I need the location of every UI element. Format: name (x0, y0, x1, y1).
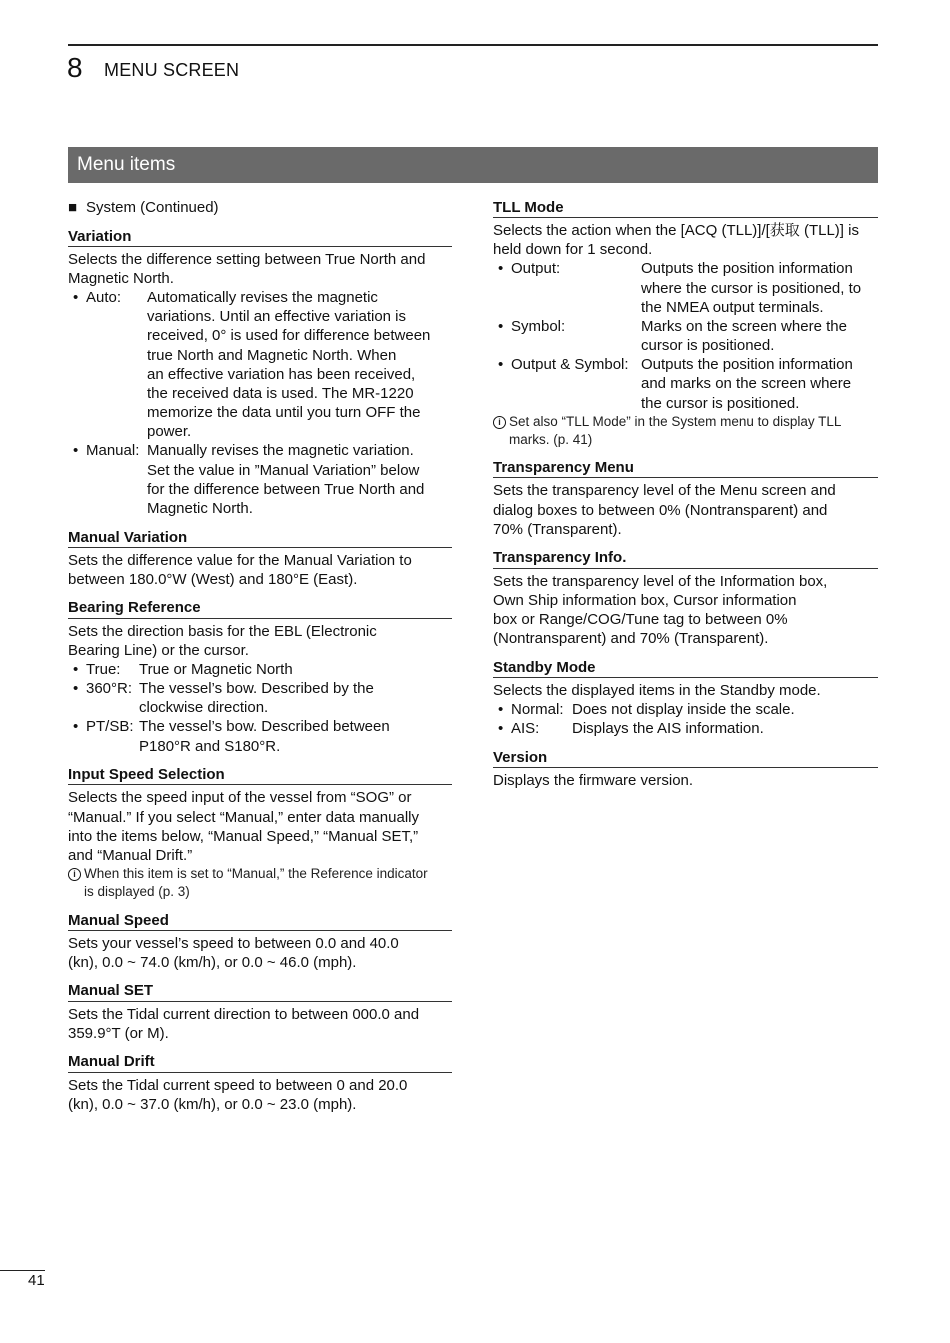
text-line: the received data is used. The MR-1220 (147, 384, 414, 402)
text-line: Bearing Line) or the cursor. (68, 641, 249, 659)
note-text (84, 865, 428, 901)
text-line: (kn), 0.0 ~ 74.0 (km/h), or 0.0 ~ 46.0 (mph). (68, 953, 357, 971)
standby-mode-list-item (493, 719, 878, 738)
text-line: Own Ship information box, Cursor information (493, 591, 797, 609)
text-line: Displays the AIS information. (572, 720, 764, 738)
text-line: Displays the firmware version. (493, 771, 694, 789)
text-line: (Nontransparent) and 70% (Transparent). (493, 629, 769, 647)
note-text (509, 413, 841, 449)
standby-mode-item-description (572, 719, 878, 738)
manual-variation-description (68, 551, 452, 589)
variation-list (68, 288, 452, 518)
note-line: Set also “TLL Mode” in the System menu to display TLL (509, 413, 842, 429)
text-line: Sets the Tidal current speed to between 0 and 20.0 (68, 1076, 408, 1094)
standby-mode-description (493, 681, 878, 700)
text-line: for the difference between True North and (147, 480, 425, 498)
text-line: Sets your vessel’s speed to between 0.0 and 40.0 (68, 934, 399, 952)
text-line: (kn), 0.0 ~ 37.0 (km/h), or 0.0 ~ 23.0 (mph). (68, 1095, 357, 1113)
text-line: True or Magnetic North (139, 660, 293, 678)
transparency-info-description (493, 572, 878, 649)
subheading (68, 198, 452, 217)
standby-mode-list (493, 700, 878, 738)
info-icon (493, 413, 509, 431)
text-line: true North and Magnetic North. When (147, 346, 397, 364)
variation-item-description (147, 288, 452, 441)
variation-section (68, 227, 452, 518)
tll-mode-item-label: Output & Symbol: (511, 356, 629, 374)
page-number: 41 (28, 1272, 45, 1289)
standby-mode-heading: Standby Mode (493, 658, 878, 678)
tll-mode-list-item (493, 317, 878, 355)
bullet-icon: • (498, 700, 504, 718)
text-line: Selects the action when the [ACQ (TLL)]/[获取 (TLL)] is (493, 222, 859, 240)
text-line: an effective variation has been received, (147, 365, 416, 383)
manual-speed-section (68, 911, 452, 972)
text-line: Manually revises the magnetic variation. (147, 442, 414, 460)
text-line: Set the value in ”Manual Variation” below (147, 461, 420, 479)
tll-mode-description (493, 221, 878, 259)
note-line: is displayed (p. 3) (84, 884, 190, 899)
left-column (68, 198, 452, 1114)
transparency-menu-description (493, 481, 878, 538)
subheading-text: System (Continued) (86, 199, 219, 216)
input-speed-selection-heading: Input Speed Selection (68, 765, 452, 785)
text-line: The vessel’s bow. Described by the (139, 680, 374, 698)
bearing-reference-item-label: 360°R: (86, 680, 133, 698)
bullet-icon: • (498, 356, 504, 374)
bullet-icon: • (73, 680, 79, 698)
bearing-reference-list-item (68, 717, 452, 755)
text-line: the NMEA output terminals. (641, 298, 824, 316)
info-icon (68, 865, 84, 883)
text-line: Does not display inside the scale. (572, 700, 795, 718)
variation-item-description (147, 441, 452, 518)
bearing-reference-item-description (139, 679, 452, 717)
bullet-icon: • (73, 718, 79, 736)
chapter-title: MENU SCREEN (104, 60, 240, 80)
tll-mode-list (493, 259, 878, 412)
bearing-reference-item-label: PT/SB: (86, 718, 134, 736)
text-line: power. (147, 423, 192, 441)
text-line: Magnetic North. (147, 499, 253, 517)
tll-mode-item-label: Symbol: (511, 317, 566, 335)
banner-title: Menu items (77, 154, 176, 175)
text-line: The vessel’s bow. Described between (139, 718, 390, 736)
text-line: box or Range/COG/Tune tag to between 0% (493, 610, 788, 628)
text-line: held down for 1 second. (493, 241, 653, 259)
bullet-icon: • (73, 289, 79, 307)
tll-mode-item-description (641, 317, 878, 355)
manual-variation-heading: Manual Variation (68, 528, 452, 548)
version-section (493, 748, 878, 790)
note-line: When this item is set to “Manual,” the Reference indicator (84, 866, 428, 881)
text-line: dialog boxes to between 0% (Nontransparent) and (493, 501, 828, 519)
transparency-info-heading: Transparency Info. (493, 548, 878, 568)
transparency-menu-heading: Transparency Menu (493, 458, 878, 478)
text-line: cursor is positioned. (641, 337, 775, 355)
header-rule (68, 44, 878, 46)
manual-set-section (68, 981, 452, 1042)
tll-mode-list-item (493, 355, 878, 412)
bullet-icon: • (73, 442, 79, 460)
bullet-icon: • (498, 260, 504, 278)
input-speed-selection-description (68, 788, 452, 865)
bullet-icon: • (498, 720, 504, 738)
text-line: P180°R and S180°R. (139, 737, 281, 755)
bearing-reference-list-item (68, 660, 452, 679)
text-line: Selects the speed input of the vessel from “SOG” or (68, 789, 412, 807)
standby-mode-section (493, 658, 878, 739)
text-line: Sets the transparency level of the Information box, (493, 572, 828, 590)
note-line: marks. (p. 41) (509, 431, 593, 447)
text-line: between 180.0°W (West) and 180°E (East). (68, 570, 358, 588)
tll-mode-item-label: Output: (511, 260, 561, 278)
manual-set-description (68, 1005, 452, 1043)
text-line: 70% (Transparent). (493, 520, 622, 538)
text-line: 359.9°T (or M). (68, 1024, 169, 1042)
tll-mode-note (493, 413, 878, 449)
text-line: received, 0° is used for difference between (147, 327, 431, 345)
bearing-reference-item-description (139, 660, 452, 679)
right-column (493, 198, 878, 790)
text-line: clockwise direction. (139, 699, 269, 717)
bearing-reference-list (68, 660, 452, 756)
text-line: Marks on the screen where the (641, 317, 847, 335)
text-line: Automatically revises the magnetic (147, 289, 378, 307)
text-line: variations. Until an effective variation is (147, 308, 407, 326)
standby-mode-list-item (493, 700, 878, 719)
manual-speed-description (68, 934, 452, 972)
bullet-icon: • (73, 660, 79, 678)
tll-mode-heading: TLL Mode (493, 198, 878, 218)
bearing-reference-heading: Bearing Reference (68, 598, 452, 618)
tll-mode-list-item (493, 259, 878, 316)
text-line: Outputs the position information (641, 356, 853, 374)
standby-mode-item-description (572, 700, 878, 719)
text-line: memorize the data until you turn OFF the (147, 404, 421, 422)
tll-mode-item-description (641, 355, 878, 412)
text-line: Sets the Tidal current direction to between 000.0 and (68, 1005, 420, 1023)
standby-mode-item-label: AIS: (511, 720, 540, 738)
manual-set-heading: Manual SET (68, 981, 452, 1001)
section-banner (68, 147, 878, 183)
transparency-info-section (493, 548, 878, 648)
bullet-icon: • (498, 317, 504, 335)
variation-list-item (68, 288, 452, 441)
input-speed-selection-note (68, 865, 452, 901)
bearing-reference-item-label: True: (86, 660, 121, 678)
text-line: Outputs the position information (641, 260, 853, 278)
chapter-number: 8 (67, 52, 83, 83)
variation-description (68, 250, 452, 288)
text-line: Selects the displayed items in the Standby mode. (493, 681, 821, 699)
text-line: Sets the transparency level of the Menu screen and (493, 482, 836, 500)
bearing-reference-item-description (139, 717, 452, 755)
input-speed-selection-section (68, 765, 452, 901)
tll-mode-item-description (641, 259, 878, 316)
square-bullet-icon: ■ (68, 199, 78, 216)
text-line: into the items below, “Manual Speed,” “Manual SET,” (68, 827, 419, 845)
text-line: Selects the difference setting between True North and (68, 250, 426, 268)
version-heading: Version (493, 748, 878, 768)
text-line: Sets the direction basis for the EBL (Electronic (68, 622, 377, 640)
variation-item-label: Auto: (86, 289, 122, 307)
text-line: the cursor is positioned. (641, 394, 800, 412)
manual-drift-description (68, 1076, 452, 1114)
manual-drift-section (68, 1052, 452, 1113)
version-description (493, 771, 878, 790)
variation-item-label: Manual: (86, 442, 140, 460)
variation-heading: Variation (68, 227, 452, 247)
transparency-menu-section (493, 458, 878, 539)
standby-mode-item-label: Normal: (511, 700, 564, 718)
manual-drift-heading: Manual Drift (68, 1052, 452, 1072)
bearing-reference-description (68, 622, 452, 660)
manual-speed-heading: Manual Speed (68, 911, 452, 931)
text-line: “Manual.” If you select “Manual,” enter data manually (68, 808, 419, 826)
text-line: where the cursor is positioned, to (641, 279, 862, 297)
tll-mode-section (493, 198, 878, 449)
text-line: and marks on the screen where (641, 375, 852, 393)
text-line: and “Manual Drift.” (68, 846, 193, 864)
bearing-reference-section (68, 598, 452, 755)
bearing-reference-list-item (68, 679, 452, 717)
text-line: Magnetic North. (68, 269, 174, 287)
variation-list-item (68, 441, 452, 518)
text-line: Sets the difference value for the Manual Variation to (68, 551, 412, 569)
manual-variation-section (68, 528, 452, 589)
